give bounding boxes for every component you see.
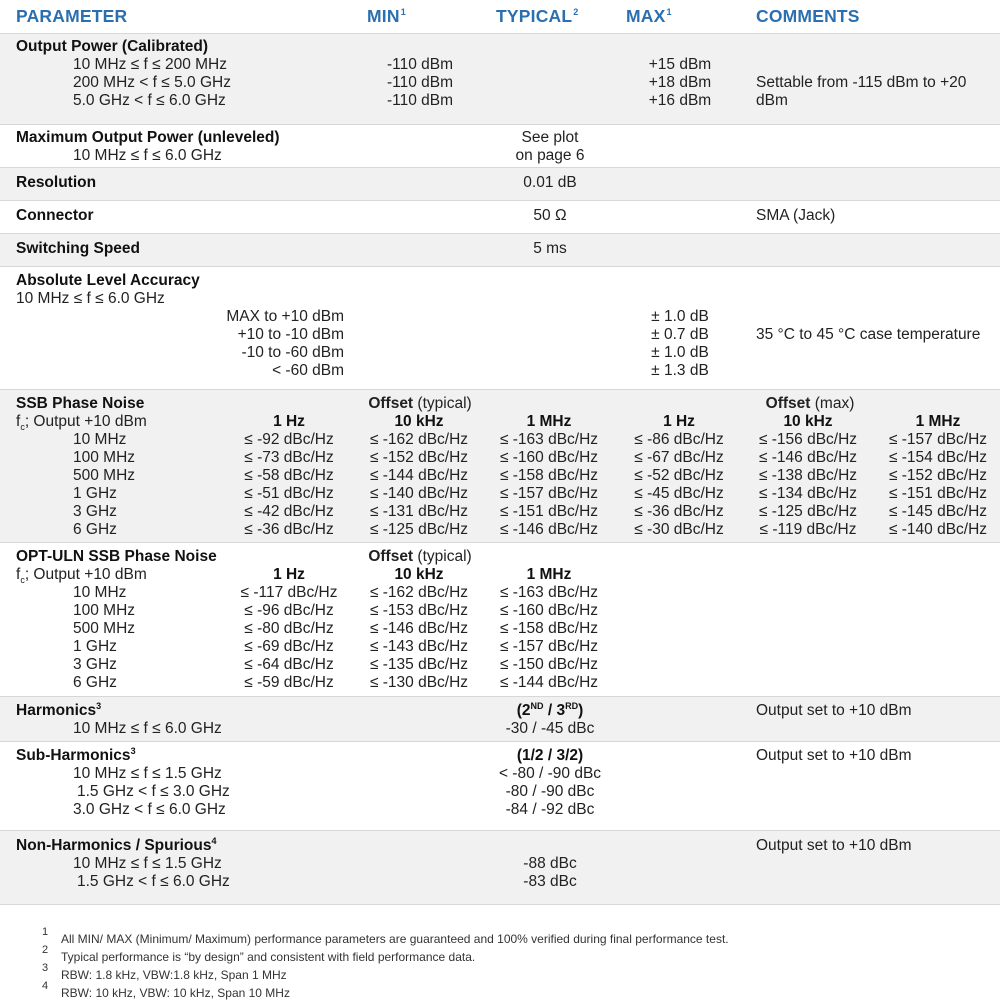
header-typical: TYPICAL$^2$ bbox=[496, 6, 579, 26]
header-min: MIN$^1$ bbox=[367, 6, 406, 26]
phase-noise-value: ≤ -58 dBc/Hz bbox=[244, 467, 334, 484]
offset-column-header: 1 Hz bbox=[663, 413, 695, 430]
phase-noise-value: ≤ -117 dBc/Hz bbox=[240, 584, 338, 601]
phase-noise-value: ≤ -86 dBc/Hz bbox=[634, 431, 724, 448]
carrier-frequency: 1 GHz bbox=[73, 485, 117, 502]
phase-noise-value: ≤ -51 dBc/Hz bbox=[244, 485, 334, 502]
divider bbox=[0, 167, 1000, 168]
phase-noise-value: ≤ -152 dBc/Hz bbox=[369, 449, 469, 466]
phase-noise-value: ≤ -59 dBc/Hz bbox=[244, 674, 334, 691]
phase-noise-value: ≤ -163 dBc/Hz bbox=[499, 584, 599, 601]
phase-noise-value: ≤ -158 dBc/Hz bbox=[499, 620, 599, 637]
comment: dBm bbox=[756, 92, 788, 109]
divider bbox=[0, 266, 1000, 267]
phase-noise-value: ≤ -157 dBc/Hz bbox=[888, 431, 988, 448]
phase-noise-value: ≤ -153 dBc/Hz bbox=[369, 602, 469, 619]
param-title: Output Power (Calibrated) bbox=[16, 38, 209, 55]
phase-noise-value: ≤ -157 dBc/Hz bbox=[499, 485, 599, 502]
phase-noise-value: ≤ -67 dBc/Hz bbox=[634, 449, 724, 466]
range-label: 200 MHz < f ≤ 5.0 GHz bbox=[73, 74, 231, 91]
comment: SMA (Jack) bbox=[756, 207, 836, 224]
table-header bbox=[0, 0, 1000, 33]
divider bbox=[0, 904, 1000, 905]
carrier-frequency: 6 GHz bbox=[73, 521, 117, 538]
phase-noise-value: ≤ -140 dBc/Hz bbox=[369, 485, 469, 502]
phase-noise-value: ≤ -64 dBc/Hz bbox=[244, 656, 334, 673]
param-title: Absolute Level Accuracy bbox=[16, 272, 200, 289]
phase-noise-value: ≤ -157 dBc/Hz bbox=[499, 638, 599, 655]
phase-noise-value: ≤ -151 dBc/Hz bbox=[499, 503, 599, 520]
carrier-frequency: 1 GHz bbox=[73, 638, 117, 655]
footnote-number: 4 bbox=[42, 980, 49, 992]
footnote-number: 2 bbox=[42, 944, 49, 956]
carrier-frequency: 100 MHz bbox=[73, 449, 136, 466]
max-value: ± 1.0 dB bbox=[651, 308, 709, 325]
divider bbox=[0, 200, 1000, 201]
fc-label: $f_c$; Output +10 dBm bbox=[16, 413, 147, 432]
divider bbox=[0, 542, 1000, 543]
param-title: Maximum Output Power (unleveled) bbox=[16, 129, 280, 146]
divider bbox=[0, 33, 1000, 34]
phase-noise-value: ≤ -134 dBc/Hz bbox=[758, 485, 858, 502]
phase-noise-value: ≤ -119 dBc/Hz bbox=[759, 521, 857, 538]
range-label: 1.5 GHz < f ≤ 3.0 GHz bbox=[77, 783, 230, 800]
phase-noise-value: ≤ -96 dBc/Hz bbox=[244, 602, 334, 619]
level-label: < -60 dBm bbox=[272, 362, 344, 379]
carrier-frequency: 500 MHz bbox=[73, 620, 136, 637]
divider bbox=[0, 696, 1000, 697]
range-label: 10 MHz ≤ f ≤ 1.5 GHz bbox=[73, 765, 222, 782]
offset-column-header: 10 kHz bbox=[783, 413, 833, 430]
carrier-frequency: 6 GHz bbox=[73, 674, 117, 691]
phase-noise-value: ≤ -140 dBc/Hz bbox=[888, 521, 988, 538]
carrier-frequency: 3 GHz bbox=[73, 656, 117, 673]
param-title: Connector bbox=[16, 207, 94, 224]
range-label: 1.5 GHz < f ≤ 6.0 GHz bbox=[77, 873, 230, 890]
phase-noise-value: ≤ -160 dBc/Hz bbox=[499, 602, 599, 619]
header-comments: COMMENTS bbox=[756, 6, 860, 26]
phase-noise-value: ≤ -156 dBc/Hz bbox=[758, 431, 858, 448]
offset-column-header: 10 kHz bbox=[394, 413, 444, 430]
range-label: 10 MHz ≤ f ≤ 6.0 GHz bbox=[73, 720, 222, 737]
max-value: +15 dBm bbox=[648, 56, 712, 73]
phase-noise-value: ≤ -162 dBc/Hz bbox=[369, 584, 469, 601]
footnote-text: All MIN/ MAX (Minimum/ Maximum) performance parameters are guaranteed and 100% verified during final performance test. bbox=[61, 932, 729, 946]
phase-noise-value: ≤ -36 dBc/Hz bbox=[244, 521, 334, 538]
phase-noise-value: ≤ -135 dBc/Hz bbox=[369, 656, 469, 673]
footnote-text: RBW: 1.8 kHz, VBW:1.8 kHz, Span 1 MHz bbox=[61, 968, 287, 982]
phase-noise-value: ≤ -138 dBc/Hz bbox=[758, 467, 858, 484]
phase-noise-value: ≤ -131 dBc/Hz bbox=[369, 503, 469, 520]
divider bbox=[0, 233, 1000, 234]
phase-noise-value: ≤ -160 dBc/Hz bbox=[499, 449, 599, 466]
typical-value: -83 dBc bbox=[523, 873, 577, 890]
carrier-frequency: 500 MHz bbox=[73, 467, 136, 484]
phase-noise-value: ≤ -144 dBc/Hz bbox=[499, 674, 599, 691]
min-value: -110 dBm bbox=[386, 74, 454, 91]
footnote-number: 3 bbox=[42, 962, 49, 974]
max-value: ± 0.7 dB bbox=[651, 326, 709, 343]
param-title: SSB Phase Noise bbox=[16, 395, 145, 412]
phase-noise-value: ≤ -151 dBc/Hz bbox=[888, 485, 988, 502]
comment: 35 °C to 45 °C case temperature bbox=[756, 326, 981, 343]
subharmonics-heading: (1/2 / 3/2) bbox=[516, 747, 584, 764]
phase-noise-value: ≤ -145 dBc/Hz bbox=[888, 503, 988, 520]
param-title: Resolution bbox=[16, 174, 97, 191]
phase-noise-value: ≤ -52 dBc/Hz bbox=[634, 467, 724, 484]
comment: Output set to +10 dBm bbox=[756, 702, 912, 719]
typical-value: -88 dBc bbox=[523, 855, 577, 872]
phase-noise-value: ≤ -150 dBc/Hz bbox=[499, 656, 599, 673]
typical-value: 0.01 dB bbox=[523, 174, 577, 191]
divider bbox=[0, 830, 1000, 831]
comment: Settable from -115 dBm to +20 bbox=[756, 74, 967, 91]
typical-value: 5 ms bbox=[533, 240, 567, 257]
level-label: -10 to -60 dBm bbox=[241, 344, 344, 361]
typical-value: on page 6 bbox=[515, 147, 585, 164]
typical-value: 50 Ω bbox=[533, 207, 567, 224]
range-label: 10 MHz ≤ f ≤ 1.5 GHz bbox=[73, 855, 222, 872]
typical-value: -30 / -45 dBc bbox=[505, 720, 595, 737]
phase-noise-value: ≤ -73 dBc/Hz bbox=[244, 449, 334, 466]
harmonics-heading: (2ND / 3RD) bbox=[516, 701, 584, 719]
min-value: -110 dBm bbox=[386, 56, 454, 73]
phase-noise-value: ≤ -125 dBc/Hz bbox=[758, 503, 858, 520]
phase-noise-value: ≤ -30 dBc/Hz bbox=[634, 521, 724, 538]
footnote-number: 1 bbox=[42, 926, 49, 938]
param-title: Switching Speed bbox=[16, 240, 141, 257]
phase-noise-value: ≤ -69 dBc/Hz bbox=[244, 638, 334, 655]
phase-noise-value: ≤ -146 dBc/Hz bbox=[369, 620, 469, 637]
comment: Output set to +10 dBm bbox=[756, 837, 912, 854]
offset-column-header: 1 MHz bbox=[915, 413, 961, 430]
phase-noise-value: ≤ -42 dBc/Hz bbox=[244, 503, 334, 520]
param-title: Non-Harmonics / Spurious$^4$ bbox=[16, 836, 217, 854]
min-value: -110 dBm bbox=[386, 92, 454, 109]
offset-column-header: 1 Hz bbox=[273, 413, 305, 430]
range-label: 5.0 GHz < f ≤ 6.0 GHz bbox=[73, 92, 226, 109]
offset-typical-heading: Offset (typical) bbox=[368, 395, 472, 412]
carrier-frequency: 10 MHz bbox=[73, 431, 127, 448]
offset-column-header: 1 Hz bbox=[273, 566, 305, 583]
typical-value: < -80 / -90 dBc bbox=[498, 765, 602, 782]
phase-noise-value: ≤ -152 dBc/Hz bbox=[888, 467, 988, 484]
comment: Output set to +10 dBm bbox=[756, 747, 912, 764]
divider bbox=[0, 741, 1000, 742]
max-value: ± 1.0 dB bbox=[651, 344, 709, 361]
carrier-frequency: 10 MHz bbox=[73, 584, 127, 601]
param-title: OPT-ULN SSB Phase Noise bbox=[16, 548, 217, 565]
param-title: Harmonics$^3$ bbox=[16, 701, 102, 719]
offset-typical-heading: Offset (typical) bbox=[368, 548, 472, 565]
typical-value: -80 / -90 dBc bbox=[505, 783, 595, 800]
fc-label: $f_c$; Output +10 dBm bbox=[16, 566, 147, 585]
phase-noise-value: ≤ -45 dBc/Hz bbox=[634, 485, 724, 502]
phase-noise-value: ≤ -36 dBc/Hz bbox=[634, 503, 724, 520]
divider bbox=[0, 124, 1000, 125]
level-label: MAX to +10 dBm bbox=[226, 308, 344, 325]
phase-noise-value: ≤ -125 dBc/Hz bbox=[369, 521, 469, 538]
phase-noise-value: ≤ -154 dBc/Hz bbox=[888, 449, 988, 466]
typical-value: -84 / -92 dBc bbox=[505, 801, 595, 818]
phase-noise-value: ≤ -146 dBc/Hz bbox=[499, 521, 599, 538]
carrier-frequency: 3 GHz bbox=[73, 503, 117, 520]
max-value: ± 1.3 dB bbox=[651, 362, 709, 379]
max-value: +16 dBm bbox=[648, 92, 712, 109]
carrier-frequency: 100 MHz bbox=[73, 602, 136, 619]
level-label: +10 to -10 dBm bbox=[237, 326, 344, 343]
phase-noise-value: ≤ -158 dBc/Hz bbox=[499, 467, 599, 484]
offset-max-heading: Offset (max) bbox=[765, 395, 855, 412]
phase-noise-value: ≤ -144 dBc/Hz bbox=[369, 467, 469, 484]
offset-column-header: 10 kHz bbox=[394, 566, 444, 583]
divider bbox=[0, 389, 1000, 390]
phase-noise-value: ≤ -130 dBc/Hz bbox=[369, 674, 469, 691]
range-label: 10 MHz ≤ f ≤ 6.0 GHz bbox=[73, 147, 222, 164]
phase-noise-value: ≤ -162 dBc/Hz bbox=[369, 431, 469, 448]
range-label: 3.0 GHz < f ≤ 6.0 GHz bbox=[73, 801, 226, 818]
header-parameter: PARAMETER bbox=[16, 6, 128, 26]
phase-noise-value: ≤ -80 dBc/Hz bbox=[244, 620, 334, 637]
typical-value: See plot bbox=[521, 129, 579, 146]
phase-noise-value: ≤ -163 dBc/Hz bbox=[499, 431, 599, 448]
param-title: Sub-Harmonics$^3$ bbox=[16, 746, 136, 764]
phase-noise-value: ≤ -146 dBc/Hz bbox=[758, 449, 858, 466]
footnote-text: RBW: 10 kHz, VBW: 10 kHz, Span 10 MHz bbox=[61, 986, 290, 1000]
header-max: MAX$^1$ bbox=[626, 6, 672, 26]
phase-noise-value: ≤ -143 dBc/Hz bbox=[369, 638, 469, 655]
offset-column-header: 1 MHz bbox=[526, 566, 572, 583]
max-value: +18 dBm bbox=[648, 74, 712, 91]
footnote-text: Typical performance is “by design” and consistent with field performance data. bbox=[61, 950, 476, 964]
offset-column-header: 1 MHz bbox=[526, 413, 572, 430]
range-label: 10 MHz ≤ f ≤ 6.0 GHz bbox=[16, 290, 165, 307]
range-label: 10 MHz ≤ f ≤ 200 MHz bbox=[73, 56, 227, 73]
phase-noise-value: ≤ -92 dBc/Hz bbox=[244, 431, 334, 448]
